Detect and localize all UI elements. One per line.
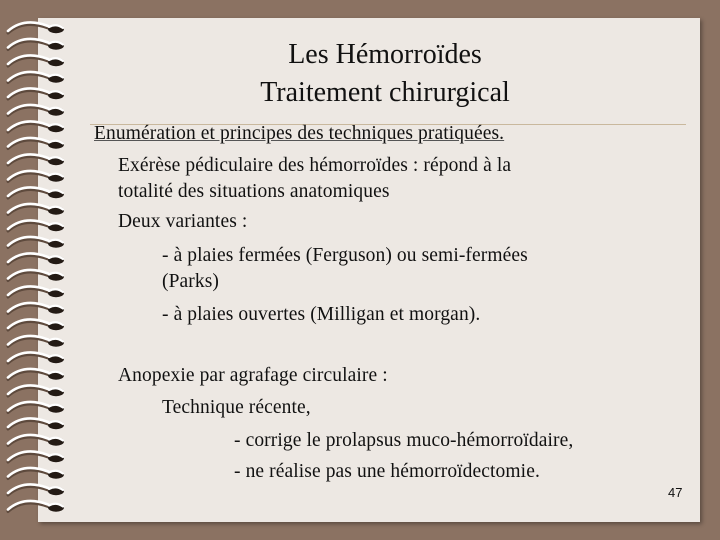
page-number: 47 (668, 485, 683, 500)
body-line: - à plaies ouvertes (Milligan et morgan). (162, 304, 481, 325)
title-line-1: Les Hémorroïdes (288, 39, 482, 70)
body-line: Exérèse pédiculaire des hémorroïdes : répond à la (118, 155, 512, 176)
body-line: - corrige le prolapsus muco-hémorroïdaire, (234, 430, 574, 451)
body-line: totalité des situations anatomiques (118, 181, 390, 202)
body-line: - à plaies fermées (Ferguson) ou semi-fermées (162, 245, 528, 266)
section-heading: Enumération et principes des techniques pratiquées. (94, 123, 505, 144)
body-line: Technique récente, (162, 397, 311, 418)
title-line-2: Traitement chirurgical (260, 77, 510, 108)
body-line: Anopexie par agrafage circulaire : (118, 365, 388, 386)
body-line: (Parks) (162, 271, 220, 292)
body-line: Deux variantes : (118, 211, 248, 232)
body-line: - ne réalise pas une hémorroïdectomie. (234, 461, 540, 482)
